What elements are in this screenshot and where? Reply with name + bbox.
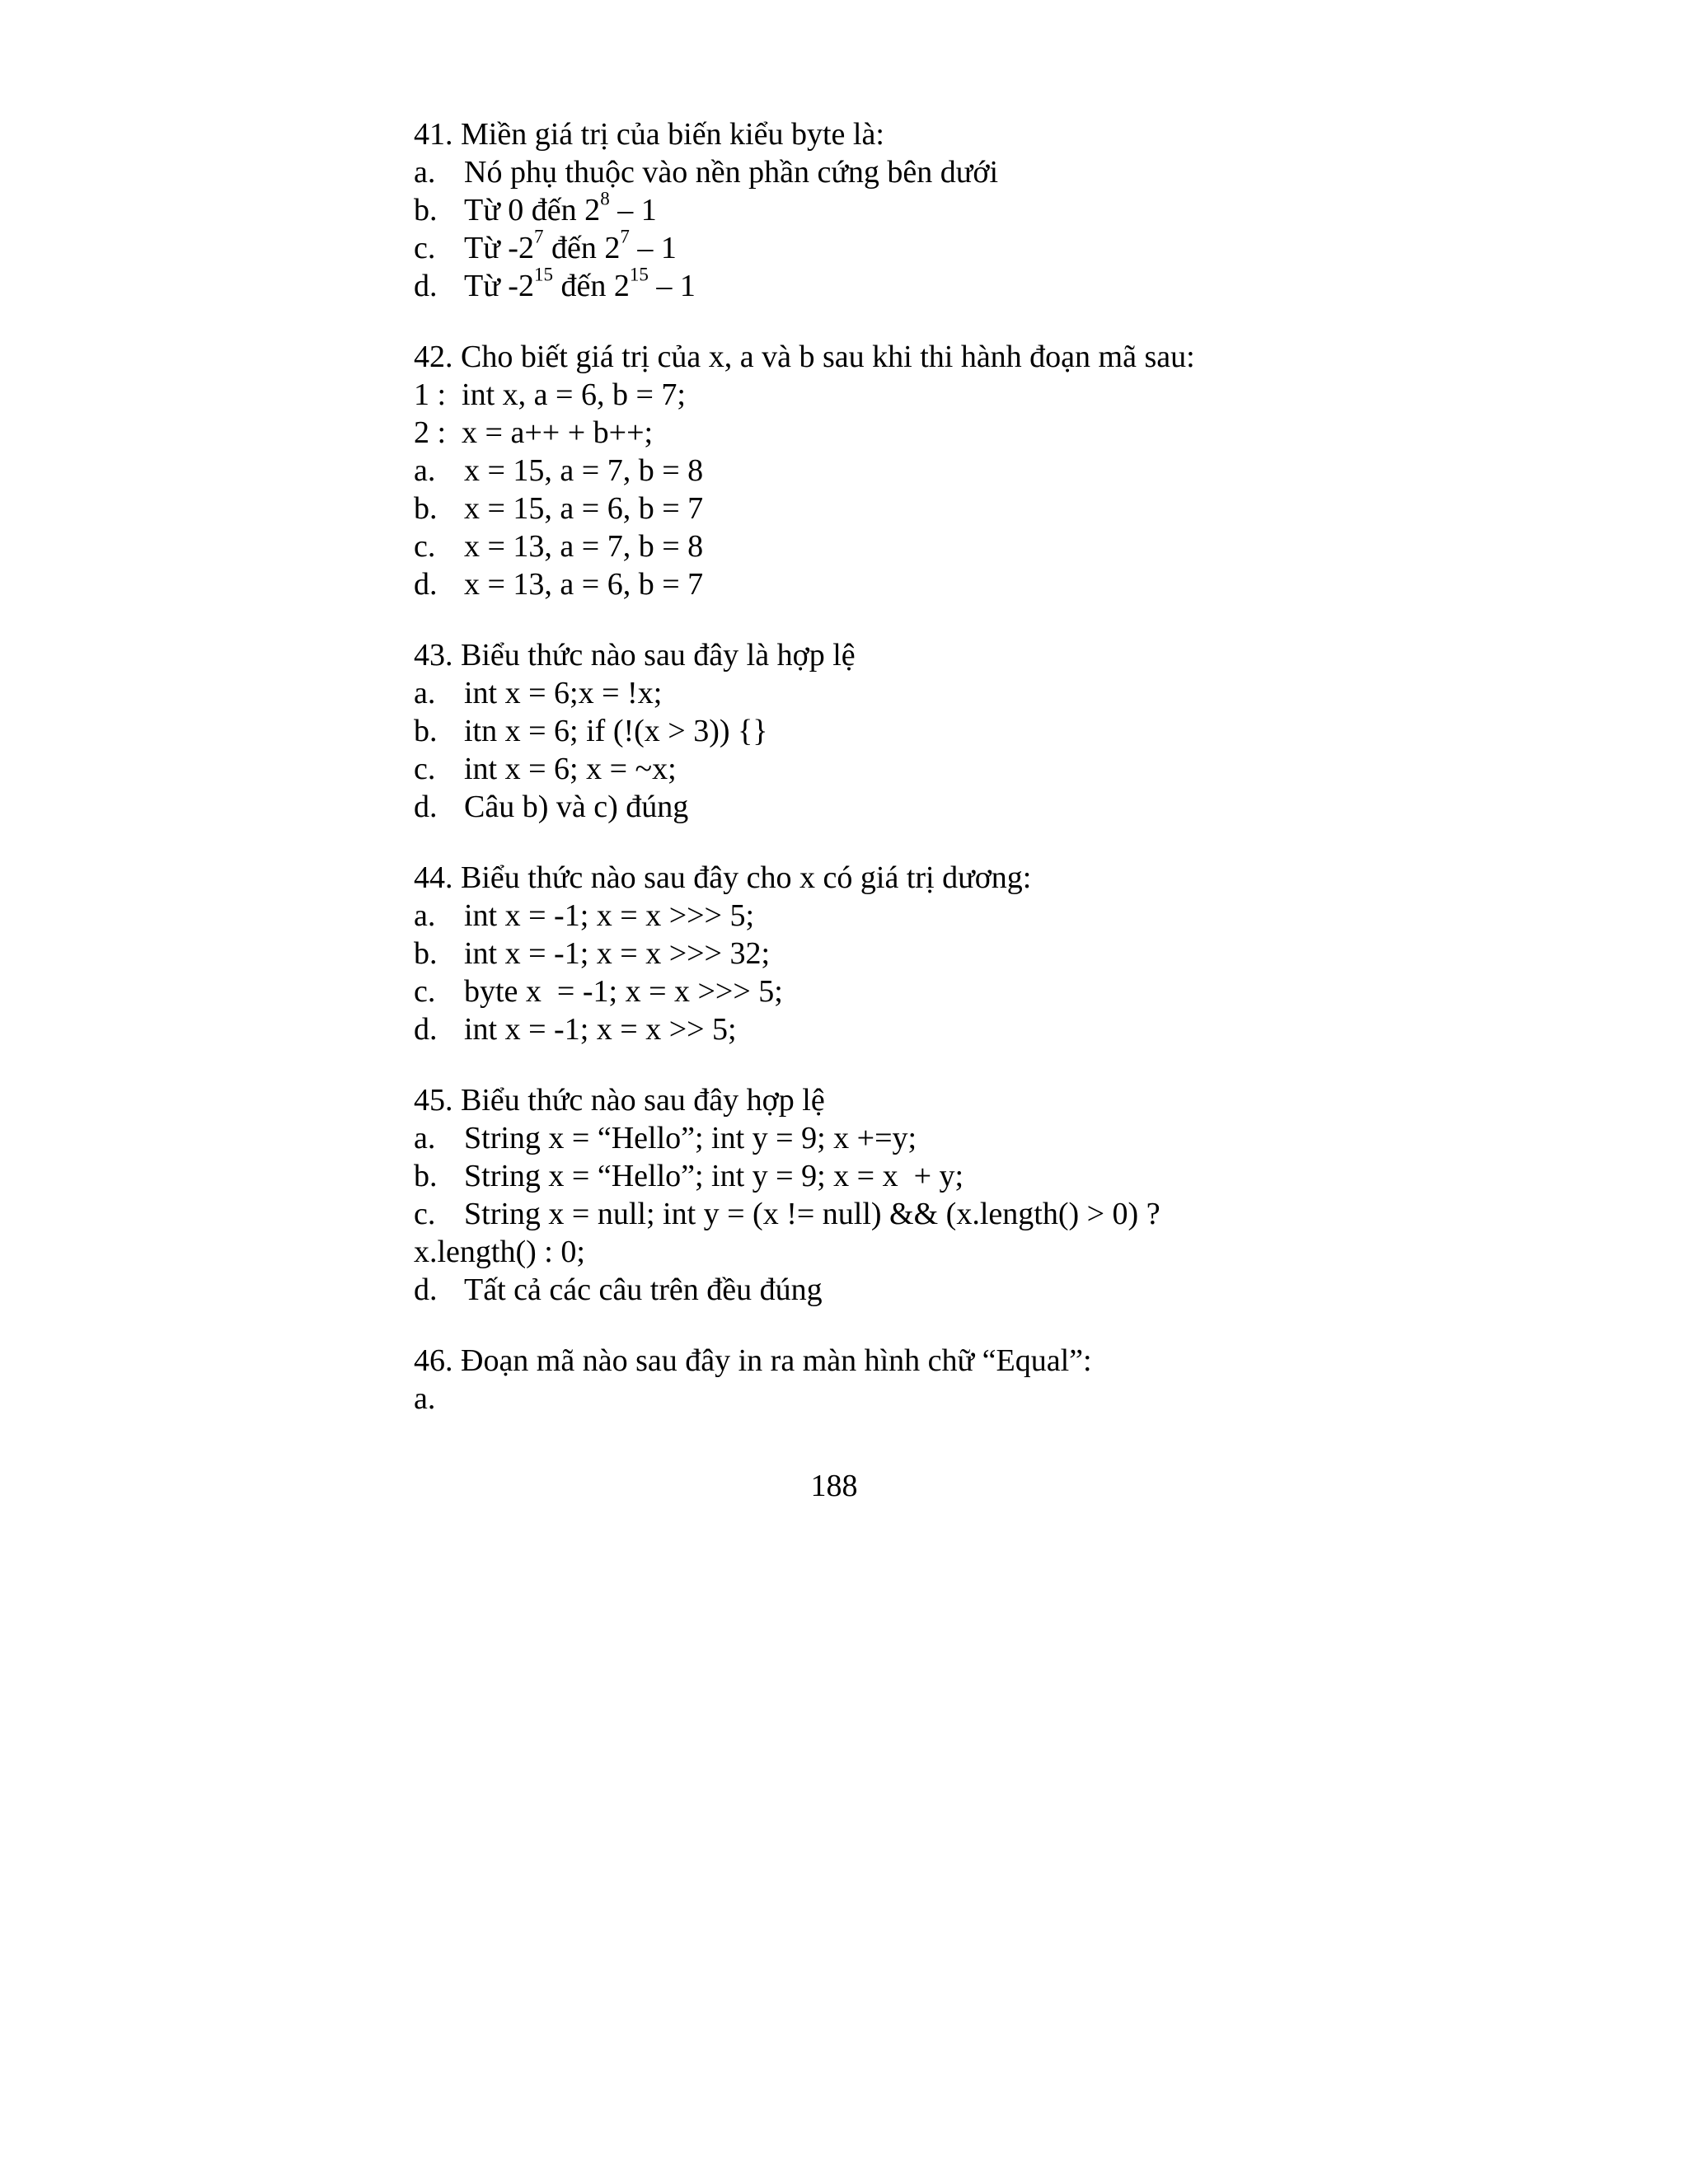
question-43 <box>414 636 1287 826</box>
question-title: 46. Đoạn mã nào sau đây in ra màn hình chữ “Equal”: <box>414 1343 1092 1378</box>
option-letter: d. <box>414 790 438 824</box>
option-c <box>414 527 1287 565</box>
question-46 <box>414 1342 1287 1418</box>
option-letter: b. <box>414 714 438 748</box>
option-b <box>414 712 1287 750</box>
option-b <box>414 935 1287 972</box>
option-letter: c. <box>414 231 436 265</box>
option-text: int x = -1; x = x >>> 32; <box>464 936 771 971</box>
option-d <box>414 1271 1287 1309</box>
option-letter: d. <box>414 567 438 602</box>
option-letter: c. <box>414 1197 436 1231</box>
option-continuation: x.length() : 0; <box>414 1235 585 1269</box>
option-text <box>464 188 657 229</box>
option-letter: d. <box>414 269 438 303</box>
code-line: 2 : x = a++ + b++; <box>414 415 654 450</box>
option-text: itn x = 6; if (!(x > 3)) {} <box>464 714 768 748</box>
option-text: x = 15, a = 6, b = 7 <box>464 491 704 526</box>
option-text-post: – 1 <box>648 269 696 303</box>
option-d <box>414 788 1287 826</box>
option-b <box>414 188 1287 229</box>
option-a <box>414 674 1287 712</box>
question-45 <box>414 1081 1287 1309</box>
exponent: 7 <box>620 226 630 247</box>
question-41 <box>414 115 1287 305</box>
option-text-pre: Từ -2 <box>464 269 534 303</box>
question-title: 44. Biểu thức nào sau đây cho x có giá trị dương: <box>414 860 1032 895</box>
option-text: String x = “Hello”; int y = 9; x = x + y; <box>464 1159 964 1193</box>
option-letter: a. <box>414 1121 436 1155</box>
option-text: byte x = -1; x = x >>> 5; <box>464 974 783 1009</box>
option-c <box>414 750 1287 788</box>
exponent: 8 <box>600 188 610 209</box>
option-c <box>414 1195 1287 1233</box>
question-title: 45. Biểu thức nào sau đây hợp lệ <box>414 1083 825 1118</box>
question-title: 43. Biểu thức nào sau đây là hợp lệ <box>414 638 856 673</box>
option-a <box>414 1119 1287 1157</box>
option-text: x = 13, a = 7, b = 8 <box>464 529 704 564</box>
option-b <box>414 1157 1287 1195</box>
option-text-post: – 1 <box>629 231 677 265</box>
option-text-post: – 1 <box>609 193 657 227</box>
option-d <box>414 264 1287 305</box>
option-letter: a. <box>414 676 436 710</box>
option-text-pre: Từ 0 đến 2 <box>464 193 601 227</box>
option-letter: c. <box>414 529 436 564</box>
option-text: Nó phụ thuộc vào nền phần cứng bên dưới <box>464 155 999 190</box>
option-text-pre: Từ -2 <box>464 231 534 265</box>
option-letter: b. <box>414 491 438 526</box>
option-text: int x = -1; x = x >>> 5; <box>464 898 755 933</box>
option-letter: d. <box>414 1012 438 1047</box>
exponent: 15 <box>533 264 553 285</box>
option-text: String x = “Hello”; int y = 9; x +=y; <box>464 1121 917 1155</box>
option-letter: c. <box>414 752 436 786</box>
option-letter: b. <box>414 936 438 971</box>
option-d <box>414 565 1287 603</box>
option-letter: a. <box>414 1381 436 1416</box>
question-title: 41. Miền giá trị của biến kiểu byte là: <box>414 117 884 152</box>
option-text-mid: đến 2 <box>543 231 621 265</box>
option-letter: a. <box>414 898 436 933</box>
question-44 <box>414 859 1287 1048</box>
option-text-mid: đến 2 <box>552 269 630 303</box>
option-letter: a. <box>414 453 436 488</box>
option-letter: c. <box>414 974 436 1009</box>
option-letter: d. <box>414 1272 438 1307</box>
question-42 <box>414 338 1287 603</box>
option-text: String x = null; int y = (x != null) && (x.length() > 0) ? <box>464 1197 1160 1231</box>
option-text <box>464 264 696 305</box>
option-letter: b. <box>414 1159 438 1193</box>
option-a <box>414 452 1287 490</box>
option-text <box>464 226 677 267</box>
page-content <box>414 115 1287 1451</box>
page-number: 188 <box>810 1469 858 1503</box>
option-text: int x = 6;x = !x; <box>464 676 663 710</box>
option-letter: a. <box>414 155 436 190</box>
option-c <box>414 972 1287 1010</box>
option-a <box>414 897 1287 935</box>
option-text: Tất cả các câu trên đều đúng <box>464 1272 823 1307</box>
option-letter: b. <box>414 193 438 227</box>
option-text: int x = 6; x = ~x; <box>464 752 677 786</box>
exponent: 15 <box>629 264 649 285</box>
option-d <box>414 1010 1287 1048</box>
option-text: Câu b) và c) đúng <box>464 790 689 824</box>
option-b <box>414 490 1287 527</box>
exponent: 7 <box>533 226 544 247</box>
code-line: 1 : int x, a = 6, b = 7; <box>414 377 686 412</box>
question-title: 42. Cho biết giá trị của x, a và b sau khi thi hành đoạn mã sau: <box>414 340 1195 374</box>
option-c <box>414 226 1287 267</box>
option-text: x = 15, a = 7, b = 8 <box>464 453 704 488</box>
option-text: x = 13, a = 6, b = 7 <box>464 567 704 602</box>
option-text: int x = -1; x = x >> 5; <box>464 1012 737 1047</box>
option-a <box>414 153 1287 191</box>
